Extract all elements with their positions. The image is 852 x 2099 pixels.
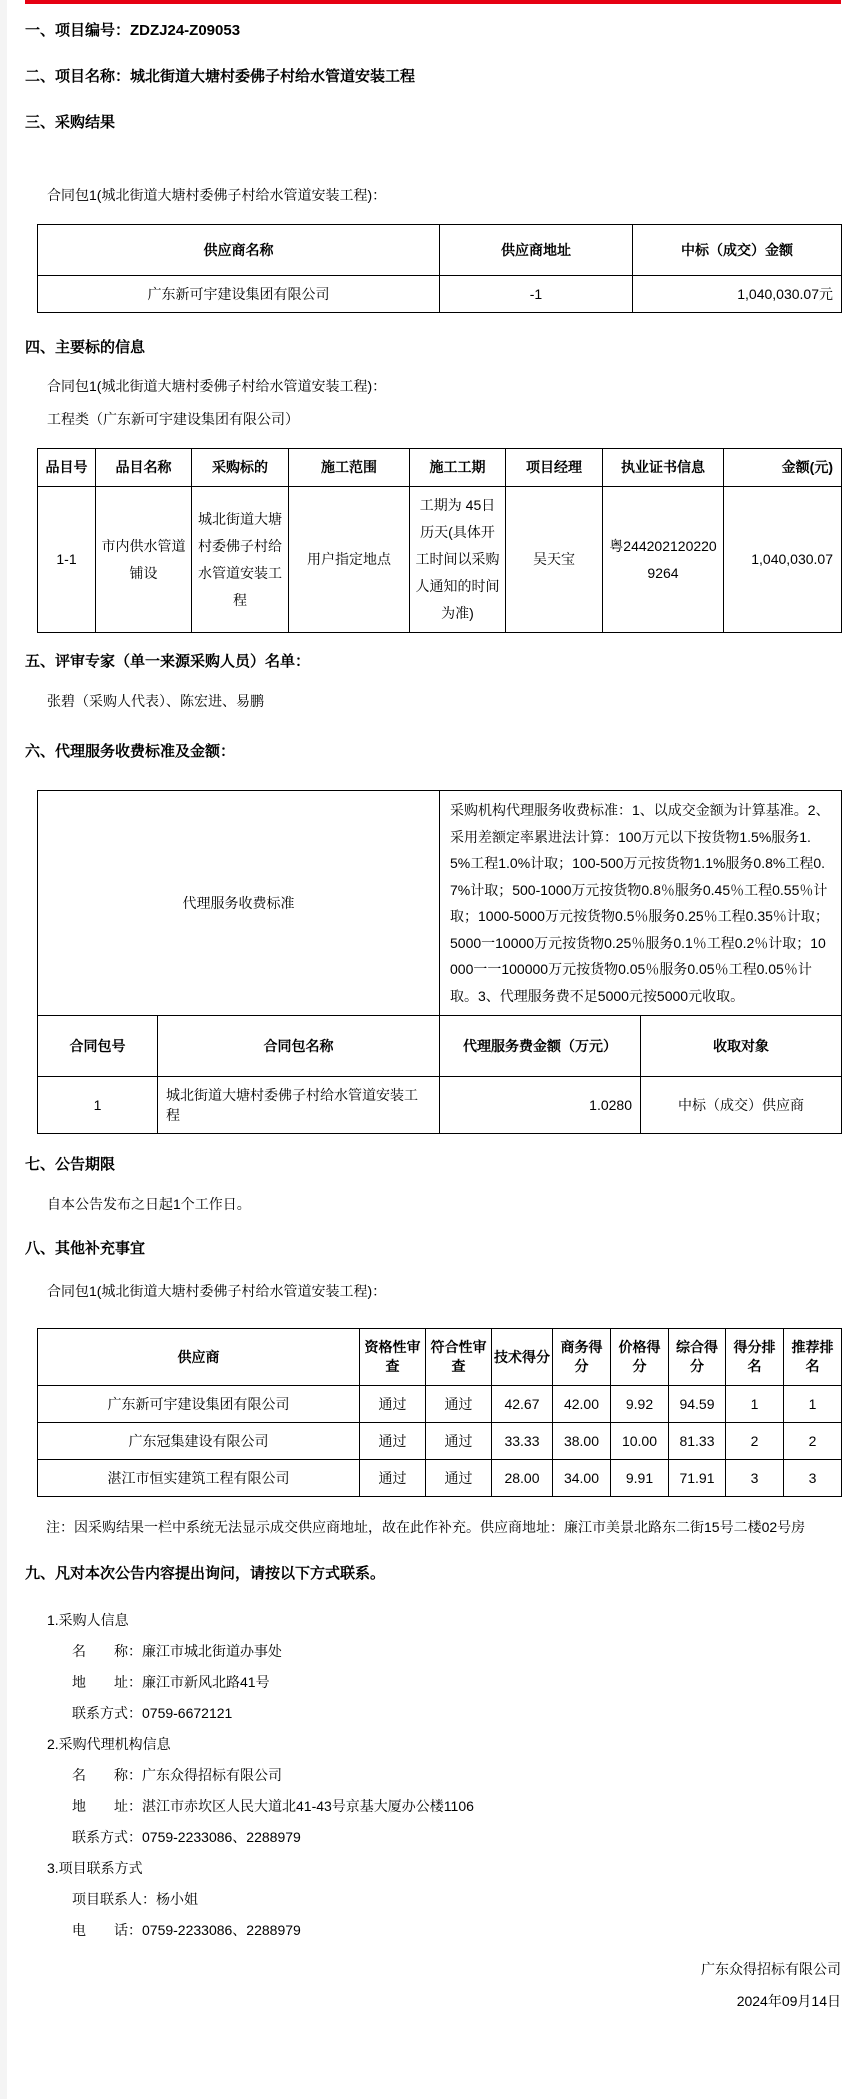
fee-standard-text-cell: 采购机构代理服务收费标准：1、以成交金额为计算基准。2、采用差额定率累进法计算：100万元以下按货物1.5%服务1.5%工程1.0%计取；100-500万元按货物1.1%服务0.8%工程0.7%计取；500-1000万元按货物0.8％服务0.45％工程0.55％计取；1000-5000万元按货物0.5％服务0.25％工程0.35％计取；5000一10000万元按货物0.25％服务0.1％工程0.2％计取；10000一一100000万元按货物0.05％服务0.05％工程0.05％计取。3、代理服务费不足5000元按5000元收取。 — [440, 791, 842, 1016]
footer-date: 2024年09月14日 — [736, 1993, 841, 2009]
table-row — [38, 1386, 842, 1423]
construction-scope-cell: 用户指定地点 — [289, 487, 410, 633]
business-score-cell: 34.00 — [553, 1460, 611, 1497]
section-review-experts: 五、评审专家（单一来源采购人员）名单： — [25, 653, 311, 670]
purchaser-address: 地 址：廉江市新风北路41号 — [72, 1674, 270, 1690]
col-certificate-info: 执业证书信息 — [603, 449, 724, 487]
supplier-name-cell: 广东新可宇建设集团有限公司 — [38, 276, 440, 313]
qualification-cell: 通过 — [360, 1386, 426, 1423]
col-award-amount: 中标（成交）金额 — [633, 225, 842, 276]
col-item-no: 品目号 — [38, 449, 96, 487]
price-score-cell: 9.92 — [611, 1386, 669, 1423]
qualification-cell: 通过 — [360, 1460, 426, 1497]
section-project-number: 一、项目编号：ZDZJ24-Z09053 — [25, 22, 241, 39]
fee-payer-cell: 中标（成交）供应商 — [641, 1077, 842, 1134]
col-fee-payer: 收取对象 — [641, 1016, 842, 1077]
conformity-cell: 通过 — [426, 1386, 492, 1423]
header-divider-bar — [25, 0, 841, 4]
col-item-name: 品目名称 — [96, 449, 192, 487]
section-main-subject: 四、主要标的信息 — [25, 339, 146, 356]
table-header-row — [38, 225, 842, 276]
construction-period-cell: 工期为 45日历天(具体开工时间以采购人通知的时间为准) — [410, 487, 506, 633]
col-qualification-review: 资格性审查 — [360, 1329, 426, 1386]
col-procurement-target: 采购标的 — [192, 449, 289, 487]
announcement-period-text: 自本公告发布之日起1个工作日。 — [47, 1196, 251, 1212]
main-subject-table — [37, 448, 842, 633]
tech-score-cell: 42.67 — [492, 1386, 553, 1423]
project-manager-cell: 吴天宝 — [506, 487, 603, 633]
total-score-cell: 94.59 — [669, 1386, 726, 1423]
col-amount-yuan: 金额(元) — [724, 449, 842, 487]
section-contact-info: 九、凡对本次公告内容提出询问，请按以下方式联系。 — [25, 1565, 386, 1582]
award-amount-cell: 1,040,030.07元 — [633, 276, 842, 313]
agency-fee-table — [37, 790, 842, 1134]
tech-score-cell: 33.33 — [492, 1423, 553, 1460]
table-header-row — [38, 1016, 842, 1077]
tech-score-cell: 28.00 — [492, 1460, 553, 1497]
project-contact-phone: 电 话：0759-2233086、2288979 — [72, 1922, 301, 1938]
result-package-line: 合同包1(城北街道大塘村委佛子村给水管道安装工程)： — [47, 187, 387, 203]
recommend-rank-cell: 1 — [784, 1386, 842, 1423]
section-announcement-period: 七、公告期限 — [25, 1156, 116, 1173]
supplier-cell: 广东新可宇建设集团有限公司 — [38, 1386, 360, 1423]
package-no-cell: 1 — [38, 1077, 158, 1134]
conformity-cell: 通过 — [426, 1423, 492, 1460]
agency-fee-amount-cell: 1.0280 — [440, 1077, 641, 1134]
col-construction-scope: 施工范围 — [289, 449, 410, 487]
purchaser-name: 名 称：廉江市城北街道办事处 — [72, 1643, 282, 1659]
section-agency-fee: 六、代理服务收费标准及金额： — [25, 743, 236, 760]
table-header-row — [38, 449, 842, 487]
agency-name: 名 称：广东众得招标有限公司 — [72, 1767, 282, 1783]
qualification-cell: 通过 — [360, 1423, 426, 1460]
col-tech-score: 技术得分 — [492, 1329, 553, 1386]
col-supplier-name: 供应商名称 — [38, 225, 440, 276]
col-agency-fee-amount: 代理服务费金额（万元） — [440, 1016, 641, 1077]
recommend-rank-cell: 2 — [784, 1423, 842, 1460]
col-recommend-rank: 推荐排名 — [784, 1329, 842, 1386]
col-price-score: 价格得分 — [611, 1329, 669, 1386]
price-score-cell: 9.91 — [611, 1460, 669, 1497]
agency-address: 地 址：湛江市赤坎区人民大道北41-43号京基大厦办公楼1106 — [72, 1798, 474, 1814]
page-left-edge — [0, 0, 7, 2099]
announcement-content — [0, 23, 852, 2017]
table-row — [38, 1077, 842, 1134]
table-row — [38, 276, 842, 313]
table-row — [38, 1460, 842, 1497]
col-score-rank: 得分排名 — [726, 1329, 784, 1386]
experts-list: 张碧（采购人代表）、陈宏进、易鹏 — [47, 693, 264, 709]
section-project-name: 二、项目名称：城北街道大塘村委佛子村给水管道安装工程 — [25, 68, 416, 85]
footer-organization: 广东众得招标有限公司 — [701, 1961, 841, 1977]
fee-standard-label-cell: 代理服务收费标准 — [38, 791, 440, 1016]
col-business-score: 商务得分 — [553, 1329, 611, 1386]
procurement-result-table — [37, 224, 842, 313]
purchaser-info-label: 1.采购人信息 — [47, 1612, 129, 1628]
project-contact-person: 项目联系人：杨小姐 — [72, 1891, 198, 1907]
package-name-cell: 城北街道大塘村委佛子村给水管道安装工程 — [158, 1077, 440, 1134]
business-score-cell: 38.00 — [553, 1423, 611, 1460]
col-package-no: 合同包号 — [38, 1016, 158, 1077]
col-project-manager: 项目经理 — [506, 449, 603, 487]
item-no-cell: 1-1 — [38, 487, 96, 633]
score-rank-cell: 3 — [726, 1460, 784, 1497]
recommend-rank-cell: 3 — [784, 1460, 842, 1497]
price-score-cell: 10.00 — [611, 1423, 669, 1460]
table-row — [38, 487, 842, 633]
item-name-cell: 市内供水管道铺设 — [96, 487, 192, 633]
supplement-package-line: 合同包1(城北街道大塘村委佛子村给水管道安装工程)： — [47, 1283, 387, 1299]
score-rank-cell: 1 — [726, 1386, 784, 1423]
business-score-cell: 42.00 — [553, 1386, 611, 1423]
fee-standard-row — [38, 791, 842, 1016]
total-score-cell: 71.91 — [669, 1460, 726, 1497]
subject-category-line: 工程类（广东新可宇建设集团有限公司） — [47, 411, 299, 427]
col-total-score: 综合得分 — [669, 1329, 726, 1386]
conformity-cell: 通过 — [426, 1460, 492, 1497]
supplier-address-cell: -1 — [440, 276, 633, 313]
project-contact-label: 3.项目联系方式 — [47, 1860, 143, 1876]
agency-contact: 联系方式：0759-2233086、2288979 — [72, 1829, 301, 1845]
section-other-supplement: 八、其他补充事宜 — [25, 1240, 146, 1257]
purchaser-contact: 联系方式：0759-6672121 — [72, 1705, 233, 1721]
col-supplier-address: 供应商地址 — [440, 225, 633, 276]
col-supplier: 供应商 — [38, 1329, 360, 1386]
table-row — [38, 1423, 842, 1460]
agency-info-label: 2.采购代理机构信息 — [47, 1736, 171, 1752]
score-rank-cell: 2 — [726, 1423, 784, 1460]
section-procurement-result: 三、采购结果 — [25, 114, 116, 131]
supplier-cell: 广东冠集建设有限公司 — [38, 1423, 360, 1460]
certificate-info-cell: 粤2442021202209264 — [603, 487, 724, 633]
subject-package-line: 合同包1(城北街道大塘村委佛子村给水管道安装工程)： — [47, 378, 387, 394]
table-header-row — [38, 1329, 842, 1386]
col-conformity-review: 符合性审查 — [426, 1329, 492, 1386]
supplement-note: 注：因采购结果一栏中系统无法显示成交供应商地址，故在此作补充。供应商地址：廉江市美景北路东二街15号二楼02号房 — [46, 1519, 806, 1535]
col-package-name: 合同包名称 — [158, 1016, 440, 1077]
total-score-cell: 81.33 — [669, 1423, 726, 1460]
procurement-target-cell: 城北街道大塘村委佛子村给水管道安装工程 — [192, 487, 289, 633]
supplier-score-table — [37, 1328, 842, 1497]
supplier-cell: 湛江市恒实建筑工程有限公司 — [38, 1460, 360, 1497]
col-construction-period: 施工工期 — [410, 449, 506, 487]
amount-yuan-cell: 1,040,030.07 — [724, 487, 842, 633]
